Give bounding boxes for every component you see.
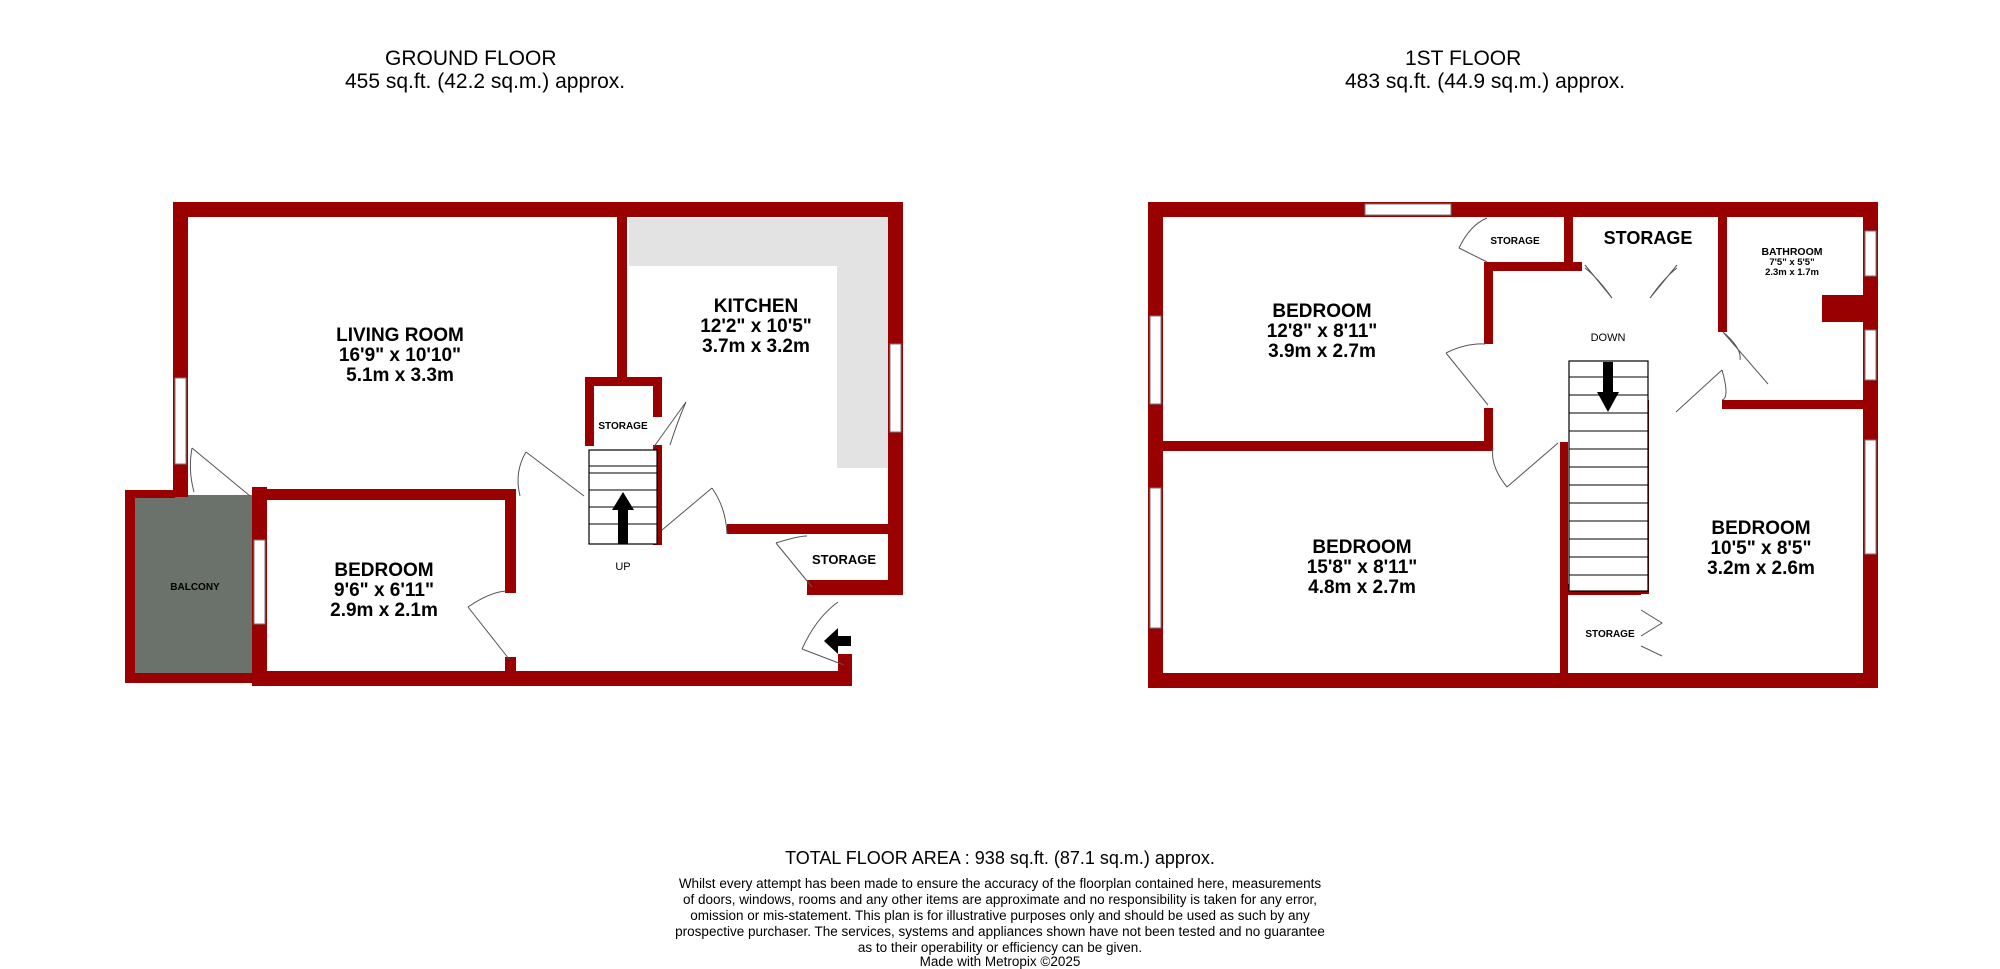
entrance-arrow-icon (824, 628, 851, 654)
balcony-label: BALCONY (170, 582, 220, 593)
ground-floor-title: GROUND FLOOR (385, 47, 557, 70)
window-north (1365, 204, 1451, 215)
first-bedroom-2-imperial: 15'8" x 8'11" (1306, 556, 1418, 578)
kitchen-metric: 3.7m x 3.2m (702, 335, 810, 357)
bathroom-name: BATHROOM (1761, 246, 1823, 258)
first-bedroom-2-name: BEDROOM (1312, 537, 1412, 558)
first-floor-area: 483 sq.ft. (44.9 sq.m.) approx. (1345, 70, 1626, 93)
window-bed3-east (1865, 440, 1876, 554)
stair-storage-label: STORAGE (598, 421, 648, 432)
first-bedroom-3-imperial: 10'5" x 8'5" (1710, 537, 1812, 559)
window-bed1-west (1150, 316, 1161, 404)
ground-bedroom-imperial: 9'6" x 6'11" (334, 579, 434, 601)
stairs-down-label: DOWN (1590, 332, 1626, 344)
disclaimer-text: Whilst every attempt has been made to ensure the accuracy of the floorplan contained here, measurements of doors, windows, rooms and any other items are approximate and no responsibility is taken for any error, omission or mis-statement. This plan is for illustrative purposes only and should be used as such by any prospective purchaser. The services, systems and appliances shown have not been tested and no guarantee as to their operability or efficiency can be given. (675, 876, 1325, 955)
living-room-metric: 5.1m x 3.3m (346, 364, 454, 386)
living-room-name: LIVING ROOM (336, 325, 464, 346)
entry-storage-label: STORAGE (811, 552, 877, 567)
first-bedroom-3-label (1661, 519, 1861, 579)
living-room-label (300, 326, 500, 386)
first-bedroom-1-metric: 3.9m x 2.7m (1268, 340, 1376, 362)
ground-floor-plan (125, 202, 903, 686)
first-bedroom-1-imperial: 12'8" x 8'11" (1266, 320, 1378, 342)
first-large-storage-label: STORAGE (1603, 228, 1693, 248)
first-bedroom-1-label (1222, 302, 1422, 362)
first-bedroom-3-name: BEDROOM (1711, 518, 1811, 539)
bathroom-metric: 2.3m x 1.7m (1765, 266, 1819, 278)
ground-bedroom-metric: 2.9m x 2.1m (330, 599, 438, 621)
first-bedroom-1-name: BEDROOM (1272, 301, 1372, 322)
first-floor-title: 1ST FLOOR (1405, 47, 1522, 70)
bathroom-imperial: 7'5" x 5'5" (1769, 257, 1815, 269)
ground-bedroom-name: BEDROOM (334, 560, 434, 581)
living-room-imperial: 16'9" x 10'10" (338, 344, 462, 366)
first-bedroom-2-metric: 4.8m x 2.7m (1308, 576, 1416, 598)
made-with-credit: Made with Metropix ©2025 (919, 954, 1081, 969)
total-floor-area: TOTAL FLOOR AREA : 938 sq.ft. (87.1 sq.m.) approx. (785, 848, 1215, 868)
first-stair-storage-label: STORAGE (1585, 629, 1635, 640)
window-kitchen-east (890, 344, 901, 432)
window-bedroom-west (254, 540, 265, 624)
first-bedroom-2-label (1262, 538, 1462, 598)
ground-floor-area: 455 sq.ft. (42.2 sq.m.) approx. (345, 70, 626, 93)
first-bedroom-3-metric: 3.2m x 2.6m (1707, 557, 1815, 579)
window-bath-east-2 (1865, 330, 1876, 380)
kitchen-name: KITCHEN (713, 296, 799, 317)
stairs-up-label: UP (615, 561, 631, 573)
bathroom-label (1752, 247, 1832, 278)
kitchen-label (656, 297, 856, 357)
window-living-west (175, 378, 186, 464)
first-small-storage-label: STORAGE (1490, 236, 1540, 247)
window-bed2-west (1150, 488, 1161, 628)
kitchen-imperial: 12'2" x 10'5" (700, 315, 812, 337)
ground-bedroom-label (284, 561, 484, 621)
stairs-up (589, 450, 657, 544)
stairs-down (1569, 361, 1648, 591)
window-bath-east-1 (1865, 231, 1876, 276)
